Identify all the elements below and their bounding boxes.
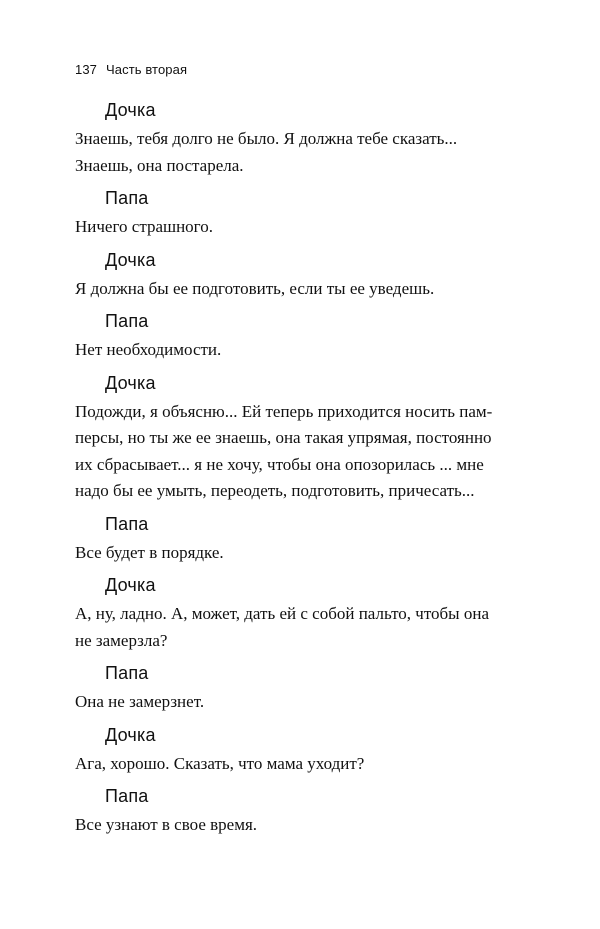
speech-line: Ничего страшного. xyxy=(75,217,213,236)
speech-line: Все будет в порядке. xyxy=(75,542,224,562)
speech-line: Я должна бы ее подготовить, если ты ее уведешь. xyxy=(75,278,435,298)
speech-block xyxy=(75,573,525,654)
speech-block xyxy=(75,309,525,364)
speech-block xyxy=(75,98,525,179)
speech-line: Все узнают в свое время. xyxy=(75,815,258,834)
dialogue xyxy=(75,98,525,846)
speech-block xyxy=(75,248,525,303)
speaker-name: Папа xyxy=(105,513,149,534)
speaker-name: Папа xyxy=(105,311,149,331)
speaker-name: Дочка xyxy=(105,249,156,270)
speech-line: Знаешь, она постарела. xyxy=(75,155,244,175)
running-head xyxy=(75,62,187,77)
speech-line: не замерзла? xyxy=(75,630,168,650)
speech-line: А, ну, ладно. А, может, дать ей с собой пальто, чтобы она xyxy=(75,604,490,623)
speaker-name: Дочка xyxy=(105,724,156,745)
speech-line: Она не замерзнет. xyxy=(75,692,205,711)
speech-line: Нет необходимости. xyxy=(75,340,222,359)
speaker-name: Дочка xyxy=(105,100,156,120)
speech-block xyxy=(75,186,525,241)
speaker-name: Папа xyxy=(105,786,149,806)
speaker-name: Папа xyxy=(105,188,149,208)
speech-line: персы, но ты же ее знаешь, она такая упрямая, постоянно xyxy=(75,428,492,447)
speech-line: надо бы ее умыть, переодеть, подготовить, причесать... xyxy=(75,481,475,500)
speech-block xyxy=(75,512,525,567)
speech-block xyxy=(75,661,525,716)
speaker-name: Дочка xyxy=(105,372,156,393)
speech-block xyxy=(75,723,525,778)
speaker-name: Папа xyxy=(105,663,149,683)
page-number: 137 xyxy=(75,62,97,77)
speech-line: их сбрасывает... я не хочу, чтобы она опозорилась ... мне xyxy=(75,454,484,474)
speech-block xyxy=(75,371,525,505)
speaker-name: Дочка xyxy=(105,575,156,595)
speech-block xyxy=(75,784,525,839)
speech-line: Подожди, я объясню... Ей теперь приходится носить пам- xyxy=(75,401,493,421)
speech-line: Ага, хорошо. Сказать, что мама уходит? xyxy=(75,753,365,773)
speech-line: Знаешь, тебя долго не было. Я должна тебе сказать... xyxy=(75,129,458,148)
section-title: Часть вторая xyxy=(106,62,188,77)
